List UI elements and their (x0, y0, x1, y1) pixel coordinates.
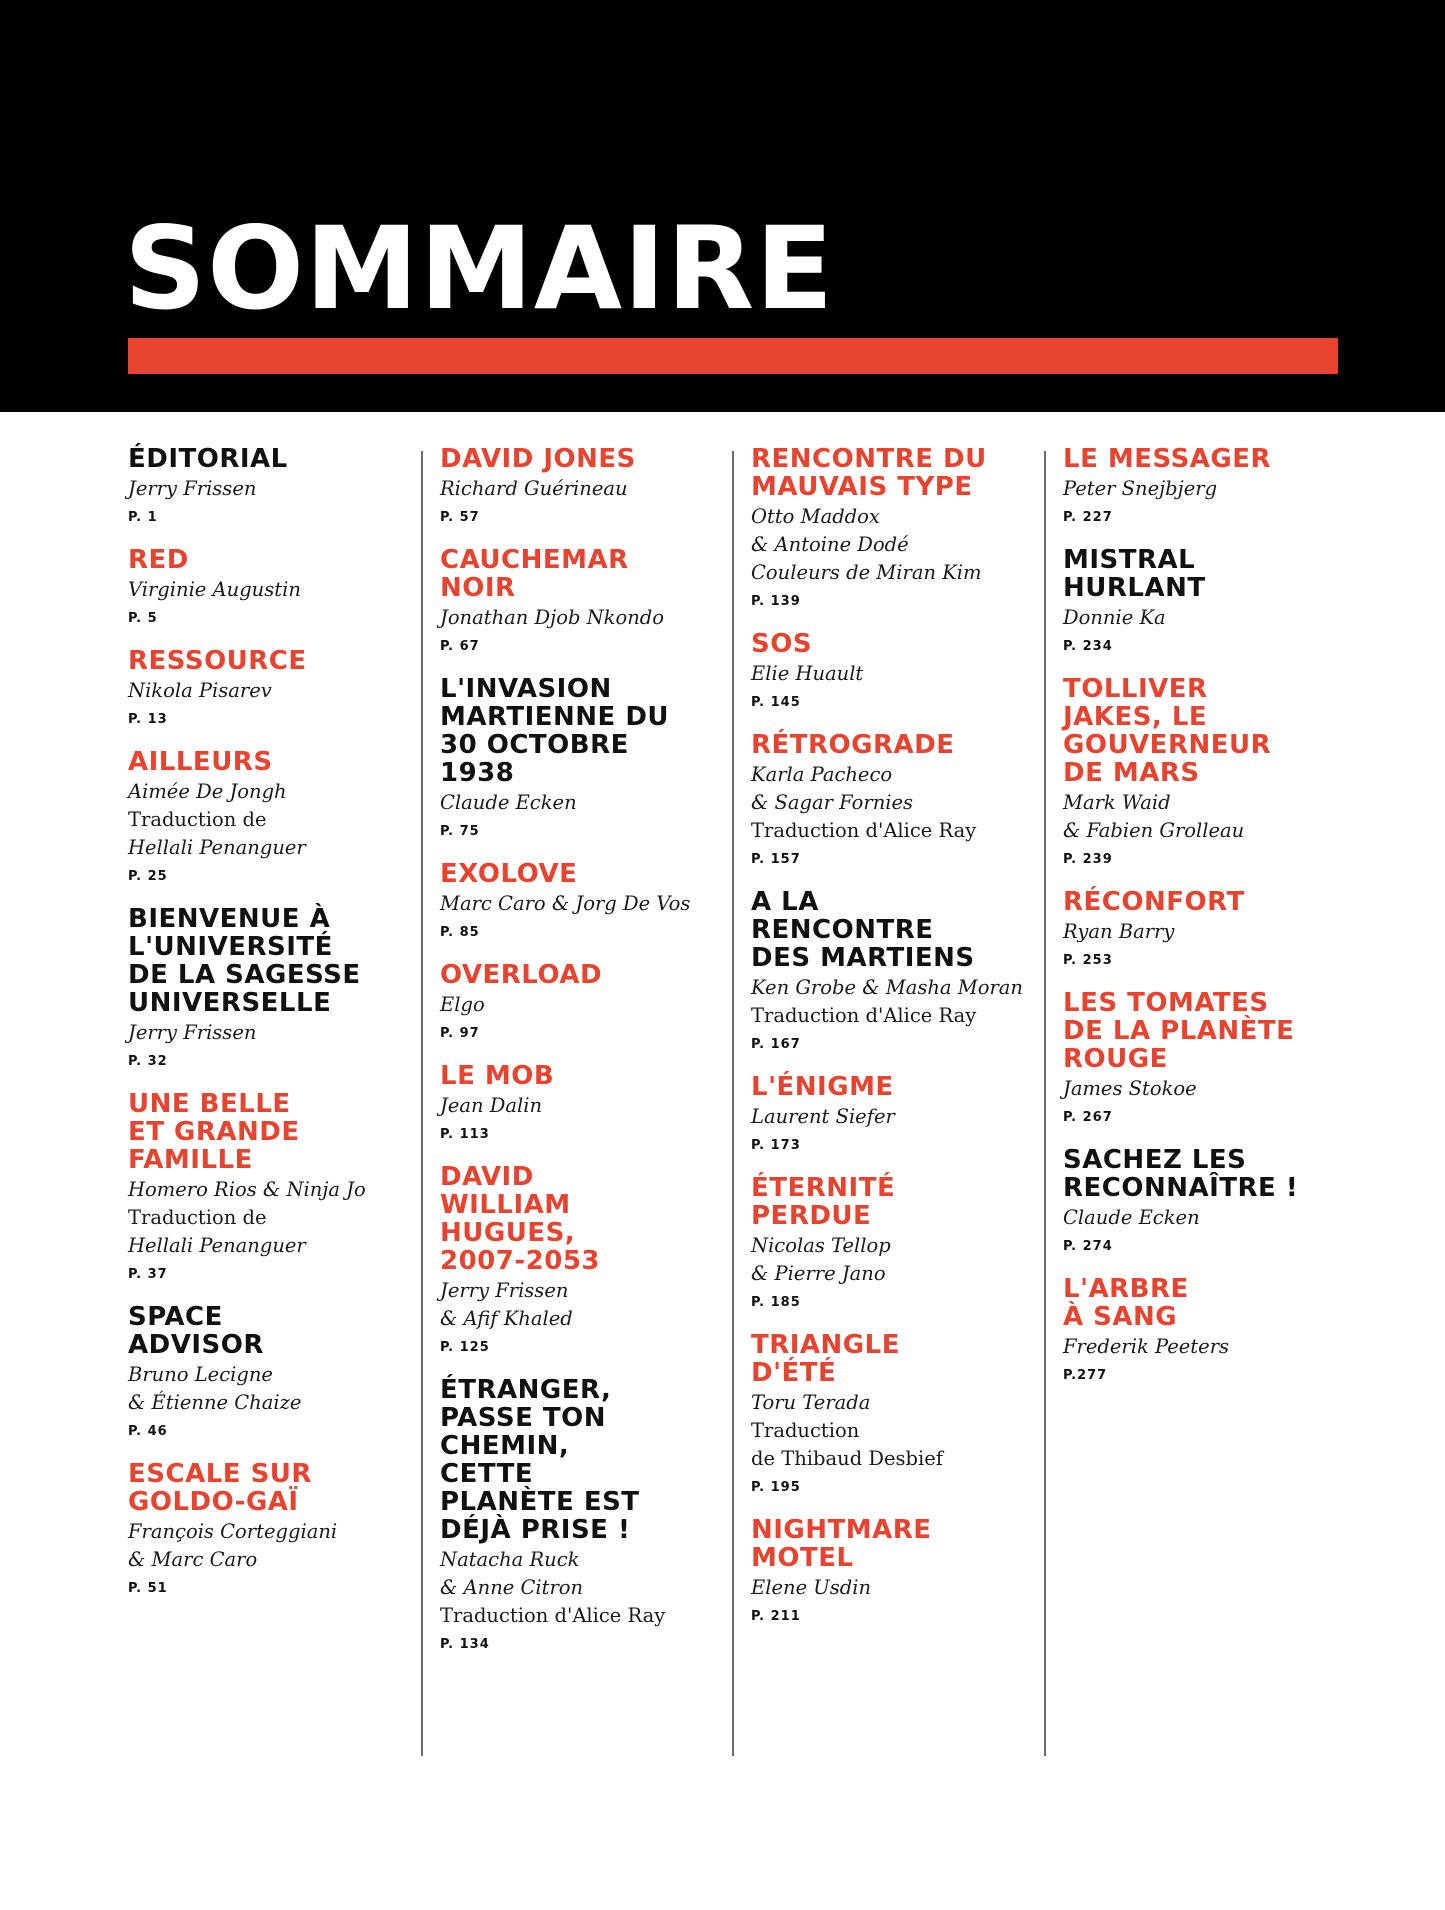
entry-title: LE MOB (440, 1061, 555, 1091)
credit-line: Jerry Frissen (440, 1279, 569, 1302)
entry-title: LES TOMATES DE LA PLANÈTE ROUGE (1063, 988, 1295, 1074)
credit-line: Richard Guérineau (440, 477, 628, 500)
toc-entry[interactable] (751, 630, 1026, 711)
entry-credits (128, 1019, 403, 1047)
entry-credits (1063, 475, 1338, 503)
toc-entry[interactable] (1063, 546, 1338, 655)
toc-entry[interactable] (751, 888, 1026, 1053)
toc-entry[interactable] (128, 647, 403, 728)
entry-credits (1063, 1204, 1338, 1232)
credit-line: Nicolas Tellop (751, 1234, 891, 1257)
entry-title: AILLEURS (128, 747, 273, 777)
entry-credits (751, 1232, 1026, 1288)
entry-title: SOS (751, 629, 813, 659)
page-number: P. 85 (440, 925, 480, 940)
credit-line: Traduction d'Alice Ray (751, 1004, 977, 1027)
page-title: SOMMAIRE (124, 202, 835, 335)
page-number: P. 239 (1063, 852, 1113, 867)
toc-entry[interactable] (440, 1376, 715, 1653)
entry-title: BIENVENUE À L'UNIVERSITÉ DE LA SAGESSE UNIVERSELLE (128, 904, 361, 1018)
toc-entry[interactable] (440, 1163, 715, 1356)
credit-line: Elie Huault (751, 662, 864, 685)
toc-entry[interactable] (1063, 1146, 1338, 1255)
entry-title: EXOLOVE (440, 859, 578, 889)
credit-line: Otto Maddox (751, 505, 880, 528)
toc-entry[interactable] (440, 961, 715, 1042)
page-number: P. 173 (751, 1138, 801, 1153)
toc-entry[interactable] (440, 1062, 715, 1143)
toc-entry[interactable] (1063, 1275, 1338, 1384)
entry-title: RED (128, 545, 189, 575)
entry-title: OVERLOAD (440, 960, 603, 990)
credit-line: Traduction de (128, 1206, 267, 1229)
credit-line: Nikola Pisarev (128, 679, 272, 702)
entry-credits (128, 475, 403, 503)
credit-line: Ken Grobe & Masha Moran (751, 976, 1023, 999)
toc-entry[interactable] (1063, 445, 1338, 526)
entry-title: MISTRAL HURLANT (1063, 545, 1206, 603)
entry-credits (751, 761, 1026, 845)
toc-column-4 (1063, 445, 1338, 1404)
entry-title: TRIANGLE D'ÉTÉ (751, 1330, 900, 1388)
page-number: P. 97 (440, 1026, 480, 1041)
entry-credits (751, 660, 1026, 688)
entry-credits (440, 991, 715, 1019)
entry-title: L'INVASION MARTIENNE DU 30 OCTOBRE 1938 (440, 674, 670, 788)
toc-entry[interactable] (440, 445, 715, 526)
toc-entry[interactable] (751, 1174, 1026, 1311)
credit-line: de Thibaud Desbief (751, 1447, 944, 1470)
entry-title: DAVID WILLIAM HUGUES, 2007-2053 (440, 1162, 601, 1276)
page-number: P. 51 (128, 1581, 168, 1596)
entry-credits (440, 789, 715, 817)
credit-line: Claude Ecken (1063, 1206, 1200, 1229)
credit-line: & Marc Caro (128, 1548, 258, 1571)
column-divider (421, 451, 423, 1756)
page-number: P. 5 (128, 611, 158, 626)
entry-title: TOLLIVER JAKES, LE GOUVERNEUR DE MARS (1063, 674, 1272, 788)
credit-line: Virginie Augustin (128, 578, 301, 601)
toc-entry[interactable] (128, 445, 403, 526)
toc-column-3 (751, 445, 1026, 1645)
toc-entry[interactable] (128, 905, 403, 1070)
toc-entry[interactable] (1063, 888, 1338, 969)
credit-line: Jerry Frissen (128, 1021, 257, 1044)
page-number: P. 157 (751, 852, 801, 867)
entry-title: RÉTROGRADE (751, 730, 955, 760)
page-number: P. 167 (751, 1037, 801, 1052)
credit-line: Traduction d'Alice Ray (440, 1604, 666, 1627)
credit-line: Jonathan Djob Nkondo (440, 606, 665, 629)
entry-credits (128, 1176, 403, 1260)
credit-line: & Sagar Fornies (751, 791, 914, 814)
credit-line: Hellali Penanguer (128, 1234, 306, 1257)
toc-entry[interactable] (128, 546, 403, 627)
toc-entry[interactable] (751, 445, 1026, 610)
toc-column-1 (128, 445, 403, 1617)
entry-credits (440, 475, 715, 503)
credit-line: Jerry Frissen (128, 477, 257, 500)
toc-entry[interactable] (440, 675, 715, 840)
toc-entry[interactable] (751, 1331, 1026, 1496)
credit-line: Jean Dalin (440, 1094, 543, 1117)
toc-column-2 (440, 445, 715, 1673)
entry-credits (1063, 918, 1338, 946)
page-number: P. 113 (440, 1127, 490, 1142)
credit-line: & Pierre Jano (751, 1262, 886, 1285)
entry-title: RENCONTRE DU MAUVAIS TYPE (751, 444, 987, 502)
credit-line: & Fabien Grolleau (1063, 819, 1245, 842)
entry-credits (1063, 789, 1338, 845)
entry-credits (751, 1574, 1026, 1602)
accent-bar (128, 338, 1338, 374)
entry-credits (128, 1361, 403, 1417)
toc-entry[interactable] (1063, 675, 1338, 868)
credit-line: Elene Usdin (751, 1576, 872, 1599)
entry-credits (751, 974, 1026, 1030)
page-number: P. 195 (751, 1480, 801, 1495)
toc-entry[interactable] (440, 546, 715, 655)
page-number: P.277 (1063, 1368, 1108, 1383)
credit-line: Laurent Siefer (751, 1105, 895, 1128)
credit-line: & Anne Citron (440, 1576, 584, 1599)
credit-line: Marc Caro & Jorg De Vos (440, 892, 691, 915)
entry-title: LE MESSAGER (1063, 444, 1272, 474)
page-number: P. 253 (1063, 953, 1113, 968)
entry-credits (1063, 1333, 1338, 1361)
entry-credits (440, 604, 715, 632)
entry-title: SACHEZ LES RECONNAÎTRE ! (1063, 1145, 1299, 1203)
page-number: P. 13 (128, 712, 168, 727)
credit-line: & Afif Khaled (440, 1307, 573, 1330)
toc-entry[interactable] (751, 1073, 1026, 1154)
toc-entry[interactable] (440, 860, 715, 941)
page-number: P. 139 (751, 594, 801, 609)
entry-credits (440, 1277, 715, 1333)
credit-line: Traduction d'Alice Ray (751, 819, 977, 842)
page-number: P. 46 (128, 1424, 168, 1439)
credit-line: Homero Rios & Ninja Jo (128, 1178, 366, 1201)
credit-line: Donnie Ka (1063, 606, 1166, 629)
entry-credits (1063, 604, 1338, 632)
entry-title: L'ÉNIGME (751, 1072, 894, 1102)
credit-line: Peter Snejbjerg (1063, 477, 1218, 500)
credit-line: Hellali Penanguer (128, 836, 306, 859)
page-number: P. 267 (1063, 1110, 1113, 1125)
entry-credits (440, 890, 715, 918)
page-number: P. 57 (440, 510, 480, 525)
entry-credits (128, 778, 403, 862)
credit-line: Claude Ecken (440, 791, 577, 814)
page-number: P. 274 (1063, 1239, 1113, 1254)
entry-credits (1063, 1075, 1338, 1103)
entry-credits (440, 1092, 715, 1120)
entry-credits (751, 1103, 1026, 1131)
page-number: P. 211 (751, 1609, 801, 1624)
credit-line: Traduction de (128, 808, 267, 831)
credit-line: Bruno Lecigne (128, 1363, 273, 1386)
credit-line: François Corteggiani (128, 1520, 338, 1543)
credit-line: Aimée De Jongh (128, 780, 287, 803)
entry-title: DAVID JONES (440, 444, 636, 474)
header-band (0, 0, 1445, 412)
entry-credits (128, 677, 403, 705)
toc-entry[interactable] (128, 1090, 403, 1283)
entry-title: UNE BELLE ET GRANDE FAMILLE (128, 1089, 300, 1175)
credit-line: Karla Pacheco (751, 763, 893, 786)
credit-line: James Stokoe (1063, 1077, 1197, 1100)
page-number: P. 227 (1063, 510, 1113, 525)
credit-line: Ryan Barry (1063, 920, 1175, 943)
page-number: P. 32 (128, 1054, 168, 1069)
entry-title: A LA RENCONTRE DES MARTIENS (751, 887, 975, 973)
credit-line: Mark Waid (1063, 791, 1171, 814)
toc-entry[interactable] (128, 1303, 403, 1440)
entry-title: L'ARBRE À SANG (1063, 1274, 1189, 1332)
entry-title: RÉCONFORT (1063, 887, 1245, 917)
column-divider (1044, 451, 1046, 1756)
page-number: P. 1 (128, 510, 158, 525)
entry-credits (440, 1546, 715, 1630)
page-number: P. 25 (128, 869, 168, 884)
toc-entry[interactable] (1063, 989, 1338, 1126)
entry-title: CAUCHEMAR NOIR (440, 545, 629, 603)
credit-line: & Étienne Chaize (128, 1391, 302, 1414)
entry-title: SPACE ADVISOR (128, 1302, 264, 1360)
credit-line: & Antoine Dodé (751, 533, 909, 556)
page-number: P. 125 (440, 1340, 490, 1355)
entry-credits (751, 503, 1026, 587)
entry-credits (751, 1389, 1026, 1473)
page-number: P. 67 (440, 639, 480, 654)
toc-entry[interactable] (128, 1460, 403, 1597)
credit-line: Elgo (440, 993, 485, 1016)
toc-entry[interactable] (751, 731, 1026, 868)
column-divider (732, 451, 734, 1756)
toc-entry[interactable] (751, 1516, 1026, 1625)
credit-line: Frederik Peeters (1063, 1335, 1230, 1358)
credit-line: Couleurs de Miran Kim (751, 561, 982, 584)
page-number: P. 185 (751, 1295, 801, 1310)
page-number: P. 134 (440, 1637, 490, 1652)
entry-title: ÉDITORIAL (128, 444, 288, 474)
credit-line: Traduction (751, 1419, 860, 1442)
entry-title: ÉTERNITÉ PERDUE (751, 1173, 896, 1231)
page-number: P. 37 (128, 1267, 168, 1282)
page-number: P. 75 (440, 824, 480, 839)
credit-line: Natacha Ruck (440, 1548, 580, 1571)
entry-credits (128, 576, 403, 604)
entry-title: ÉTRANGER, PASSE TON CHEMIN, CETTE PLANÈTE EST DÉJÀ PRISE ! (440, 1375, 640, 1545)
page-number: P. 234 (1063, 639, 1113, 654)
entry-credits (128, 1518, 403, 1574)
entry-title: RESSOURCE (128, 646, 307, 676)
entry-title: ESCALE SUR GOLDO-GAÏ (128, 1459, 312, 1517)
entry-title: NIGHTMARE MOTEL (751, 1515, 932, 1573)
toc-entry[interactable] (128, 748, 403, 885)
page-number: P. 145 (751, 695, 801, 710)
credit-line: Toru Terada (751, 1391, 871, 1414)
